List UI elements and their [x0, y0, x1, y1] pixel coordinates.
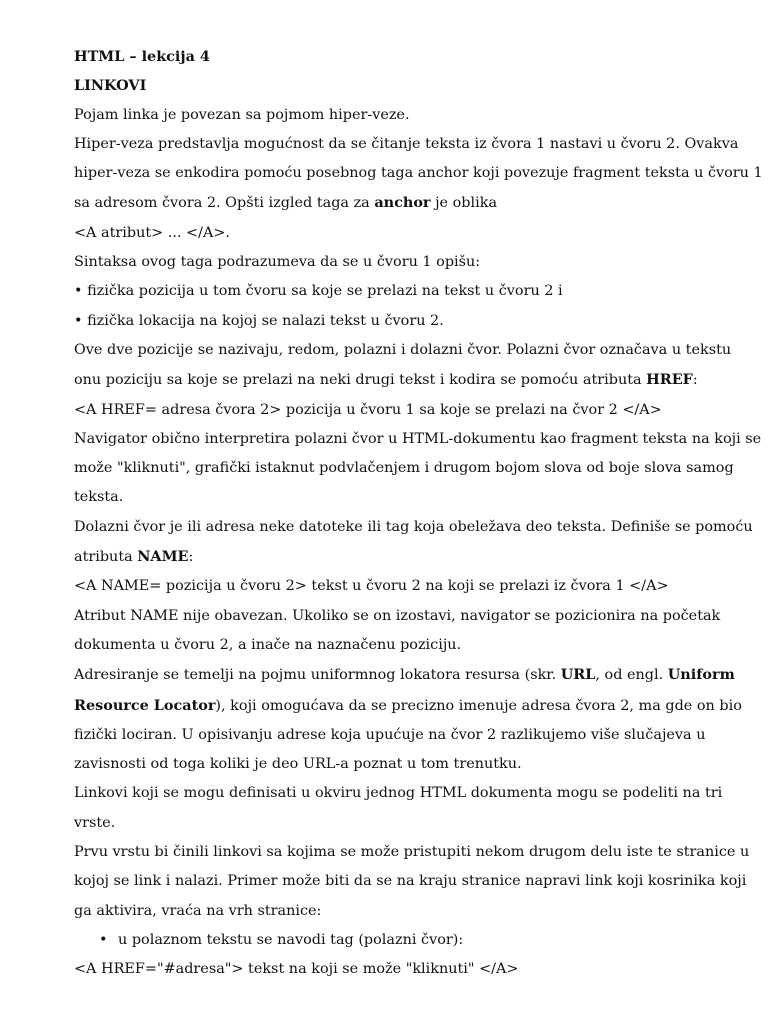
paragraph-line: Atribut NAME nije obavezan. Ukoliko se on izostavi, navigator se pozicionira na početak: [74, 607, 721, 624]
bold-term: Resource Locator: [74, 696, 216, 714]
list-item-text: u polaznom tekstu se navodi tag (polazni čvor):: [118, 931, 464, 948]
bullet-item: [74, 277, 724, 306]
paragraph-line: [74, 365, 724, 395]
paragraph-line: Pojam linka je povezan sa pojmom hiper-veze.: [74, 106, 410, 123]
paragraph-line: [74, 188, 724, 218]
text-run: :: [188, 549, 194, 566]
text-run: ), koji omogućava da se precizno imenuje adresa čvora 2, ma gde on bio: [215, 697, 742, 714]
paragraph-line: Dolazni čvor je ili adresa neke datoteke ili tag koja obeležava deo teksta. Definiše se pomoću: [74, 518, 753, 535]
bullet-text: fizička lokacija na kojoj se nalazi tekst u čvoru 2.: [87, 312, 444, 329]
lesson-heading: HTML – lekcija 4: [74, 48, 210, 65]
text-run: :: [692, 372, 698, 389]
paragraph-line: fizički lociran. U opisivanju adrese koja upućuje na čvor 2 razlikujemo više slučajeva u: [74, 726, 706, 743]
code-line: <A HREF="#adresa"> tekst na koji se može "kliknuti" </A>: [74, 961, 519, 978]
paragraph-line: hiper-veza se enkodira pomoću posebnog taga anchor koji povezuje fragment teksta u čvoru 1: [74, 165, 763, 182]
bullet-icon: •: [74, 283, 83, 300]
paragraph-line: ga aktivira, vraća na vrh stranice:: [74, 902, 322, 919]
text-run: je oblika: [430, 195, 498, 212]
code-line: <A NAME= pozicija u čvoru 2> tekst u čvoru 2 na koji se prelazi iz čvora 1 </A>: [74, 578, 669, 595]
text-run: onu poziciju sa koje se prelazi na neki drugi tekst i kodira se pomoću atributa: [74, 372, 647, 389]
text-run: Adresiranje se temelji na pojmu uniformnog lokatora resursa (skr.: [74, 667, 561, 684]
bullet-icon: •: [74, 312, 83, 329]
paragraph-line: Navigator obično interpretira polazni čvor u HTML-dokumentu kao fragment teksta na koji se: [74, 430, 762, 447]
paragraph-line: [74, 691, 742, 721]
paragraph-line: [74, 542, 724, 572]
code-line: <A atribut> ... </A>.: [74, 224, 230, 241]
paragraph-line: teksta.: [74, 489, 124, 506]
paragraph-line: Hiper-veza predstavlja mogućnost da se čitanje teksta iz čvora 1 nastavi u čvoru 2. Ovakva: [74, 135, 739, 152]
document-page: [74, 42, 763, 985]
list-item: [74, 926, 724, 955]
bold-term: HREF: [646, 371, 693, 389]
bullet-item: [74, 307, 724, 336]
bold-term: NAME: [137, 548, 189, 566]
text-run: atributa: [74, 549, 138, 566]
paragraph-line: zavisnosti od toga koliki je deo URL-a poznat u tom trenutku.: [74, 756, 522, 773]
paragraph-line: Sintaksa ovog taga podrazumeva da se u čvoru 1 opišu:: [74, 254, 481, 271]
paragraph-line: Linkovi koji se mogu definisati u okviru jednog HTML dokumenta mogu se podeliti na tri: [74, 785, 723, 802]
paragraph-line: Prvu vrstu bi činili linkovi sa kojima se može pristupiti nekom drugom delu iste te stranice u: [74, 844, 750, 861]
bold-term: Uniform: [667, 666, 735, 684]
paragraph-line: kojoj se link i nalazi. Primer može biti da se na kraju stranice napravi link koji kosrinika koji: [74, 873, 747, 890]
text-run: , od engl.: [595, 667, 668, 684]
paragraph-line: [74, 660, 735, 690]
bold-term: anchor: [374, 194, 431, 212]
paragraph-line: može "kliknuti", grafički istaknut podvlačenjem i drugom bojom slova od boje slova samog: [74, 460, 734, 477]
paragraph-line: vrste.: [74, 814, 116, 831]
paragraph-line: dokumenta u čvoru 2, a inače na naznačenu poziciju.: [74, 636, 462, 653]
text-run: sa adresom čvora 2. Opšti izgled taga za: [74, 195, 375, 212]
bold-term: URL: [560, 666, 596, 684]
code-line: <A HREF= adresa čvora 2> pozicija u čvoru 1 sa koje se prelazi na čvor 2 </A>: [74, 401, 662, 418]
paragraph-line: Ove dve pozicije se nazivaju, redom, polazni i dolazni čvor. Polazni čvor označava u tekstu: [74, 341, 732, 358]
bullet-text: fizička pozicija u tom čvoru sa koje se prelazi na tekst u čvoru 2 i: [87, 283, 563, 300]
section-heading: LINKOVI: [74, 77, 147, 95]
bullet-icon: •: [99, 931, 108, 948]
